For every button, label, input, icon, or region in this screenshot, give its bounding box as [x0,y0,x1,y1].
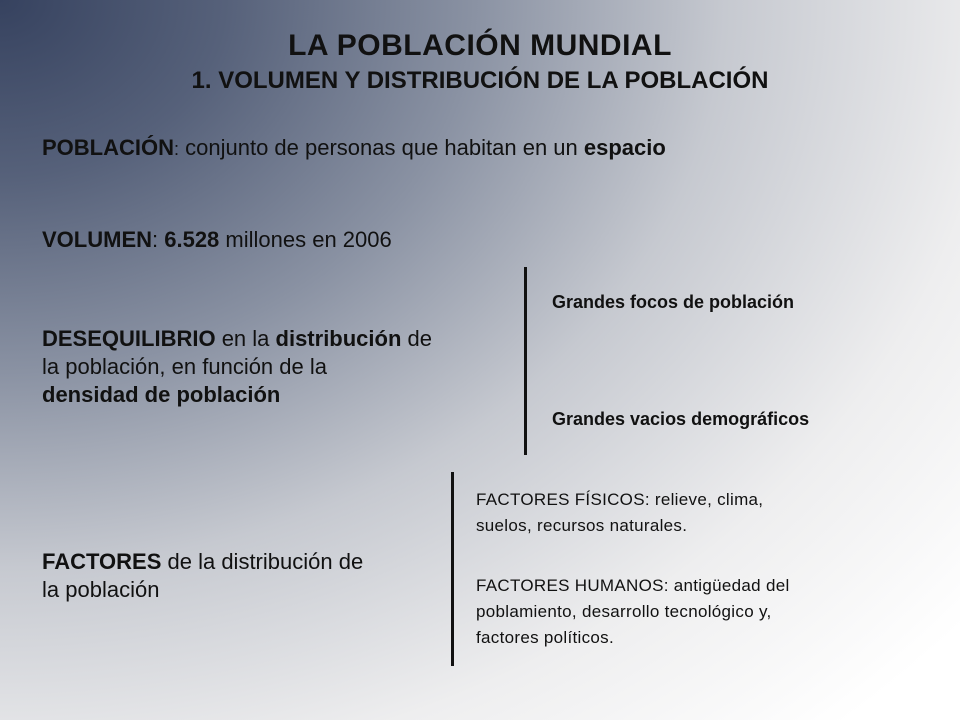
factores-line2: la población [42,577,160,602]
humanos-line2: poblamiento, desarrollo tecnológico y, [476,602,772,621]
poblacion-colon: : [174,139,180,159]
slide-title: LA POBLACIÓN MUNDIAL [288,29,672,62]
volumen-term: VOLUMEN [42,227,152,252]
desequilibrio-block [42,325,532,409]
focos-label: Grandes focos de población [552,292,795,312]
desequilibrio-line3: densidad de población [42,382,281,407]
humanos-line1: FACTORES HUMANOS: antigüedad del [476,576,790,595]
humanos-line3: factores políticos. [476,628,614,647]
volumen-value: 6.528 [164,227,220,252]
poblacion-keyword: espacio [583,135,666,160]
desequilibrio-line1 [42,325,532,353]
factores-bracket [451,472,454,666]
vacios-label: Grandes vacios demográficos [552,409,810,429]
fisicos-line1: FACTORES FÍSICOS: relieve, clima, [476,490,764,509]
desequilibrio-bracket [524,267,527,455]
poblacion-term: POBLACIÓN [42,135,174,160]
desequilibrio-term: DESEQUILIBRIO [42,326,216,351]
volumen-sep: : [152,227,165,252]
factores-fisicos [476,487,763,539]
desequilibrio-text2: de [401,326,432,351]
fisicos-line2: suelos, recursos naturales. [476,516,688,535]
factores-line1 [42,548,442,576]
poblacion-definition [42,134,666,163]
desequilibrio-text1: en la [215,326,276,351]
desequilibrio-line2: la población, en función de la [42,354,327,379]
volumen-rest: millones en 2006 [219,227,392,252]
desequilibrio-keyword: distribución [275,326,402,351]
poblacion-text: conjunto de personas que habitan en un [179,135,584,160]
factores-block [42,548,442,604]
slide-subtitle: 1. VOLUMEN Y DISTRIBUCIÓN DE LA POBLACIÓN [191,67,769,94]
factores-humanos [476,573,790,651]
volumen-line [42,226,392,254]
factores-text1: de la distribución de [161,549,364,574]
factores-term: FACTORES [42,549,162,574]
